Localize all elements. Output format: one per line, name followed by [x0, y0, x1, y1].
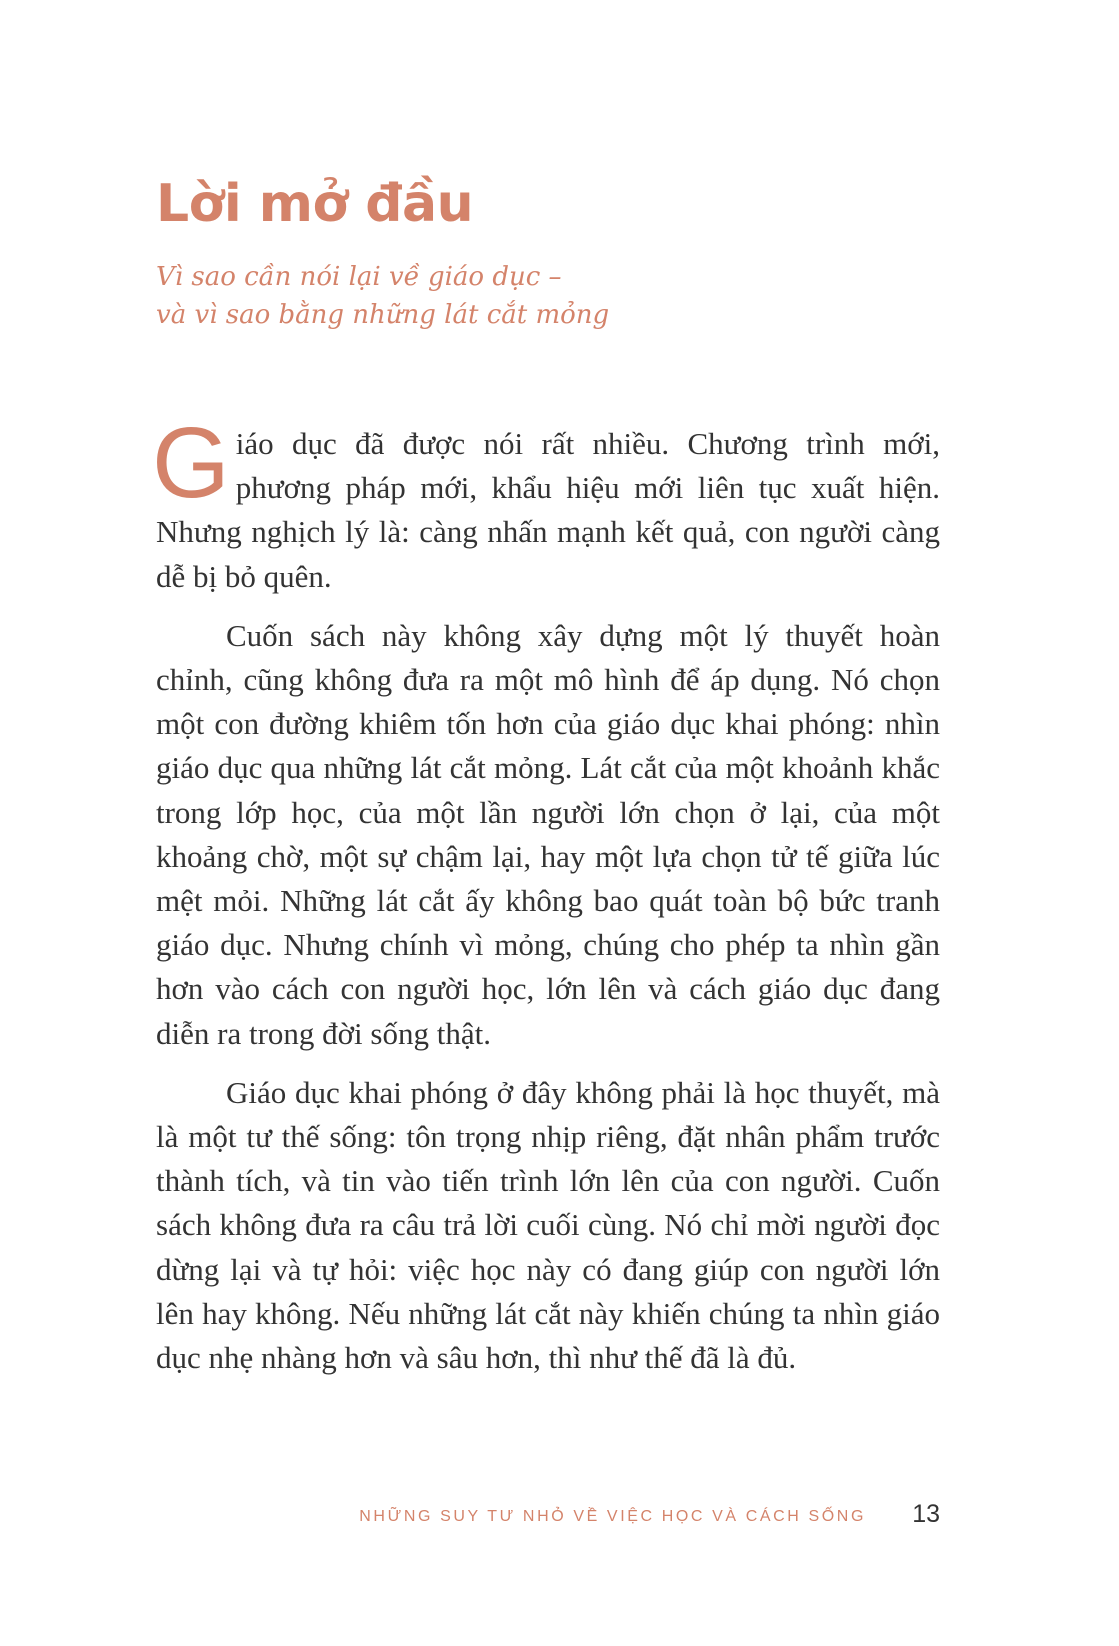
body-text: [152, 407, 940, 1380]
chapter-subtitle: [156, 258, 796, 334]
page-footer: [359, 1500, 940, 1530]
subtitle-line-2: và vì sao bằng những lát cắt mỏng: [156, 300, 610, 330]
paragraph-1: [152, 407, 940, 599]
paragraph-3: Giáo dục khai phóng ở đây không phải là học thuyết, mà là một tư thế sống: tôn trọng nhịp riêng, đặt nhân phẩm trước thành tích, và tin vào tiến trình lớn lên của con người. Cuốn sách không đưa ra câu trả lời cuối cùng. Nó chỉ mời người đọc dừng lại và tự hỏi: việc học này có đang giúp con người lớn lên hay không. Nếu những lát cắt này khiến chúng ta nhìn giáo dục nhẹ nhàng hơn và sâu hơn, thì như thế đã là đủ.: [156, 1074, 940, 1376]
drop-cap: G: [152, 407, 230, 519]
chapter-title: Lời mở đầu: [156, 174, 474, 234]
page-number: 13: [912, 1500, 940, 1528]
subtitle-line-1: Vì sao cần nói lại về giáo dục –: [156, 262, 562, 292]
paragraph-2: Cuốn sách này không xây dựng một lý thuyết hoàn chỉnh, cũng không đưa ra một mô hình để áp dụng. Nó chọn một con đường khiêm tốn hơn của giáo dục khai phóng: nhìn giáo dục qua những lát cắt mỏng. Lát cắt của một khoảnh khắc trong lớp học, của một lần người lớn chọn ở lại, của một khoảng chờ, một sự chậm lại, hay một lựa chọn tử tế giữa lúc mệt mỏi. Những lát cắt ấy không bao quát toàn bộ bức tranh giáo dục. Nhưng chính vì mỏng, chúng cho phép ta nhìn gần hơn vào cách con người học, lớn lên và cách giáo dục đang diễn ra trong đời sống thật.: [156, 617, 940, 1051]
running-title: NHỮNG SUY TƯ NHỎ VỀ VIỆC HỌC VÀ CÁCH SỐNG: [359, 1508, 866, 1525]
paragraph-1-text: iáo dục đã được nói rất nhiều. Chương trình mới, phương pháp mới, khẩu hiệu mới liên tục xuất hiện. Nhưng nghịch lý là: càng nhấn mạnh kết quả, con người càng dễ bị bỏ quên.: [156, 426, 940, 594]
